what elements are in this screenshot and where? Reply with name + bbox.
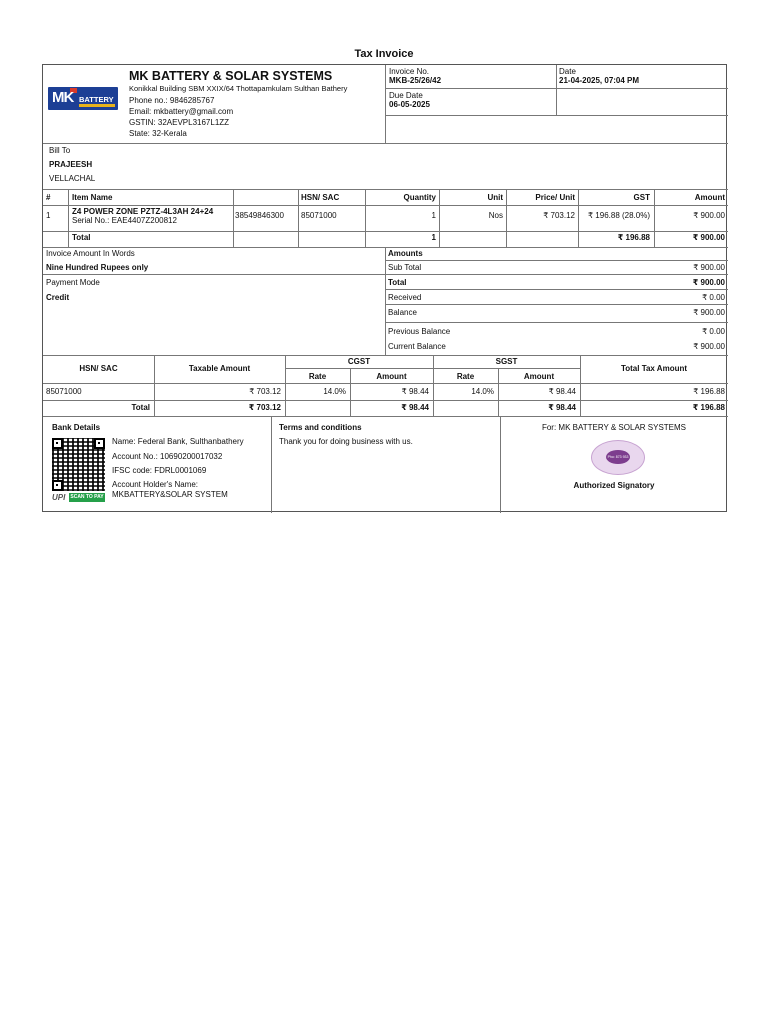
tax-total-tax: ₹ 196.88 [692, 403, 725, 412]
company-phone: Phone no.: 9846285767 [129, 96, 215, 105]
invoice-no: MKB-25/26/42 [389, 76, 442, 85]
items-total-amount: ₹ 900.00 [692, 233, 725, 242]
upi-qr-code[interactable] [52, 438, 105, 491]
item-unit: Nos [488, 211, 503, 220]
tax-row-total: ₹ 196.88 [693, 387, 725, 396]
payment-mode-value: Credit [46, 293, 70, 302]
row-line [43, 383, 728, 384]
row-line [385, 260, 728, 261]
upi-logo: UPI [52, 493, 66, 502]
previous-balance-label: Previous Balance [388, 327, 451, 336]
tax-header-sgst-rate: Rate [456, 372, 475, 381]
row-line [43, 231, 728, 232]
sub-total-value: ₹ 900.00 [693, 263, 725, 272]
tax-header-cgst: CGST [347, 357, 371, 366]
col-line [68, 189, 69, 247]
qr-finder [52, 480, 63, 491]
previous-balance-value: ₹ 0.00 [702, 327, 725, 336]
scan-to-pay-badge: SCAN TO PAY [70, 494, 104, 500]
items-total-qty: 1 [431, 233, 436, 242]
bank-holder-label: Account Holder's Name: [112, 480, 199, 489]
total-value: ₹ 900.00 [692, 278, 725, 287]
total-label: Total [388, 278, 407, 287]
amount-words-value: Nine Hundred Rupees only [46, 263, 149, 272]
company-state: State: 32-Kerala [129, 129, 187, 138]
company-address: Konikkal Building SBM XXIX/64 Thottapamkulam Sulthan Bathery [129, 84, 348, 93]
bank-holder-name: MKBATTERY&SOLAR SYSTEM [112, 490, 228, 499]
tax-row-cgst-amount: ₹ 98.44 [401, 387, 429, 396]
row-line [385, 274, 728, 275]
terms-label: Terms and conditions [279, 423, 362, 432]
section-line [43, 189, 728, 190]
bill-to-address: VELLACHAL [49, 174, 96, 183]
bill-to-name: PRAJEESH [49, 160, 93, 169]
bill-to-label: Bill To [49, 146, 71, 155]
qr-finder [94, 438, 105, 449]
company-logo [48, 87, 118, 110]
bank-details-label: Bank Details [52, 423, 101, 432]
section-line [43, 355, 728, 356]
amount-words-label: Invoice Amount In Words [46, 249, 135, 258]
item-amount: ₹ 900.00 [693, 211, 725, 220]
bank-details [43, 417, 271, 513]
items-header-qty: Quantity [403, 193, 436, 202]
items-total-label: Total [72, 233, 91, 242]
tax-row-taxable: ₹ 703.12 [249, 387, 281, 396]
row-line [385, 289, 728, 290]
due-date-label: Due Date [389, 91, 423, 100]
terms-text: Thank you for doing business with us. [279, 437, 413, 446]
tax-header-sgst-amount: Amount [523, 372, 555, 381]
items-header-hsn: HSN/ SAC [301, 193, 340, 202]
invoice-no-label: Invoice No. [389, 67, 430, 76]
date-label: Date [559, 67, 576, 76]
logo-mark: MK [52, 89, 74, 106]
items-header-gst: GST [633, 193, 650, 202]
seal-center: Pho: 873 933 [606, 450, 630, 464]
tax-row-hsn: 85071000 [46, 387, 82, 396]
due-date: 06-05-2025 [389, 100, 430, 109]
bank-name: Name: Federal Bank, Sulthanbathery [112, 437, 244, 446]
tax-total-taxable: ₹ 703.12 [248, 403, 281, 412]
tax-header-taxable: Taxable Amount [188, 364, 251, 373]
item-code: 38549846300 [235, 211, 284, 220]
current-balance-value: ₹ 900.00 [693, 342, 725, 351]
tax-header-cgst-rate: Rate [308, 372, 327, 381]
item-qty: 1 [431, 211, 436, 220]
items-header-name: Item Name [72, 193, 113, 202]
item-gst: ₹ 196.88 (28.0%) [587, 211, 650, 220]
meta-row-line [385, 88, 728, 89]
invoice-sheet [42, 64, 727, 512]
item-name: Z4 POWER ZONE PZTZ-4L3AH 24+24 [72, 207, 214, 216]
item-serial: Serial No.: EAE4407Z200812 [72, 216, 177, 225]
logo-strip [79, 104, 115, 107]
items-header-index: # [46, 193, 51, 202]
balance-value: ₹ 900.00 [693, 308, 725, 317]
items-header-amount: Amount [694, 193, 725, 202]
tax-total-label: Total [131, 403, 150, 412]
header-divider [385, 65, 386, 143]
company-name: MK BATTERY & SOLAR SYSTEMS [129, 69, 333, 83]
row-line [43, 400, 728, 401]
company-header [43, 65, 385, 143]
row-line [285, 368, 580, 369]
col-line [233, 189, 234, 247]
terms-section [271, 417, 500, 513]
section-line [43, 143, 728, 144]
row-line [385, 304, 728, 305]
tax-header-cgst-amount: Amount [376, 372, 407, 381]
tax-row-sgst-amount: ₹ 98.44 [548, 387, 576, 396]
balance-label: Balance [388, 308, 417, 317]
company-gstin: GSTIN: 32AEVPL3167L1ZZ [129, 118, 230, 127]
received-label: Received [388, 293, 422, 302]
summary-divider [385, 247, 386, 355]
meta-divider [556, 65, 557, 115]
company-seal [591, 440, 645, 475]
company-email: Email: mkbattery@gmail.com [129, 107, 234, 116]
tax-header-total: Total Tax Amount [620, 364, 688, 373]
invoice-date: 21-04-2025, 07:04 PM [559, 76, 640, 85]
payment-mode-label: Payment Mode [46, 278, 100, 287]
item-price: ₹ 703.12 [543, 211, 575, 220]
signatory-for: For: MK BATTERY & SOLAR SYSTEMS [541, 423, 687, 432]
tax-header-sgst: SGST [495, 357, 518, 366]
tax-row-cgst-rate: 14.0% [323, 387, 346, 396]
amounts-label: Amounts [388, 249, 423, 258]
bank-ifsc: IFSC code: FDRL0001069 [112, 466, 207, 475]
signatory-section [500, 417, 728, 513]
current-balance-label: Current Balance [388, 342, 446, 351]
document-title: Tax Invoice [354, 48, 414, 60]
item-index: 1 [46, 211, 51, 220]
items-total-gst: ₹ 196.88 [617, 233, 650, 242]
authorized-signatory: Authorized Signatory [573, 481, 655, 490]
meta-row-line [385, 115, 728, 116]
col-line [298, 189, 299, 247]
bank-account-no: Account No.: 10690200017032 [112, 452, 223, 461]
tax-total-sgst: ₹ 98.44 [548, 403, 576, 412]
tax-total-cgst: ₹ 98.44 [401, 403, 429, 412]
tax-row-sgst-rate: 14.0% [471, 387, 494, 396]
sub-total-label: Sub Total [388, 263, 422, 272]
received-value: ₹ 0.00 [702, 293, 725, 302]
items-header-unit: Unit [487, 193, 503, 202]
items-header-price: Price/ Unit [535, 193, 575, 202]
tax-header-hsn: HSN/ SAC [79, 364, 118, 373]
row-line [43, 205, 728, 206]
logo-wordmark: BATTERY [79, 95, 114, 104]
qr-finder [52, 438, 63, 449]
row-line [385, 322, 728, 323]
row-line [43, 274, 385, 275]
item-hsn: 85071000 [301, 211, 337, 220]
